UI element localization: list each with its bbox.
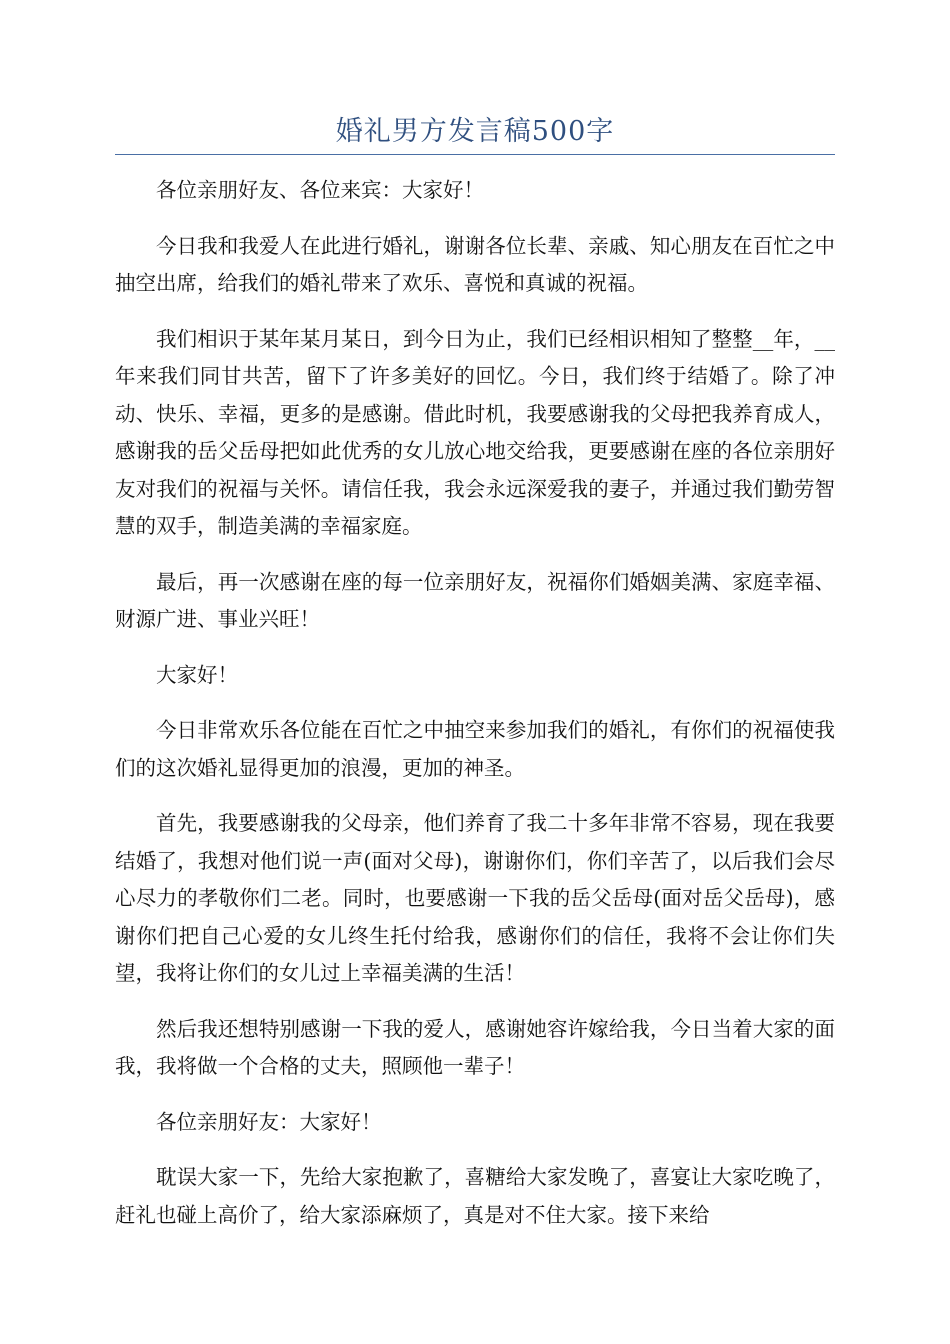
paragraph: 今日我和我爱人在此进行婚礼，谢谢各位长辈、亲戚、知心朋友在百忙之中抽空出席，给我们的婚礼带来了欢乐、喜悦和真诚的祝福。	[115, 233, 835, 295]
paragraph: 今日非常欢乐各位能在百忙之中抽空来参加我们的婚礼，有你们的祝福使我们的这次婚礼显得更加的浪漫，更加的神圣。	[115, 718, 835, 780]
title-underline	[115, 154, 835, 155]
document-title: 婚礼男方发言稿500字	[335, 116, 615, 147]
document-body	[115, 172, 835, 1252]
paragraph: 各位亲朋好友：大家好！	[156, 1109, 382, 1134]
paragraph: 首先，我要感谢我的父母亲，他们养育了我二十多年非常不容易，现在我要结婚了，我想对他们说一声(面对父母)，谢谢你们，你们辛苦了，以后我们会尽心尽力的孝敬你们二老。同时，也要感谢一下我的岳父岳母(面对岳父岳母)，感谢你们把自己心爱的女儿终生托付给我，感谢你们的信任，我将不会让你们失望，我将让你们的女儿过上幸福美满的生活！	[115, 811, 835, 985]
paragraph: 最后，再一次感谢在座的每一位亲朋好友，祝福你们婚姻美满、家庭幸福、财源广进、事业兴旺！	[115, 569, 835, 631]
paragraph: 耽误大家一下，先给大家抱歉了，喜糖给大家发晚了，喜宴让大家吃晚了，赶礼也碰上高价了，给大家添麻烦了，真是对不住大家。接下来给	[115, 1165, 835, 1227]
paragraph: 各位亲朋好友、各位来宾：大家好！	[156, 178, 484, 202]
paragraph: 我们相识于某年某月某日，到今日为止，我们已经相识相知了整整__年，__年来我们同甘共苦，留下了许多美好的回忆。今日，我们终于结婚了。除了冲动、快乐、幸福，更多的是感谢。借此时机，我要感谢我的父母把我养育成人，感谢我的岳父岳母把如此优秀的女儿放心地交给我，更要感谢在座的各位亲朋好友对我们的祝福与关怀。请信任我，我会永远深爱我的妻子，并通过我们勤劳智慧的双手，制造美满的幸福家庭。	[115, 326, 835, 538]
paragraph: 然后我还想特别感谢一下我的爱人，感谢她容许嫁给我，今日当着大家的面我，我将做一个合格的丈夫，照顾他一辈子！	[115, 1016, 835, 1078]
paragraph: 大家好！	[156, 662, 238, 687]
